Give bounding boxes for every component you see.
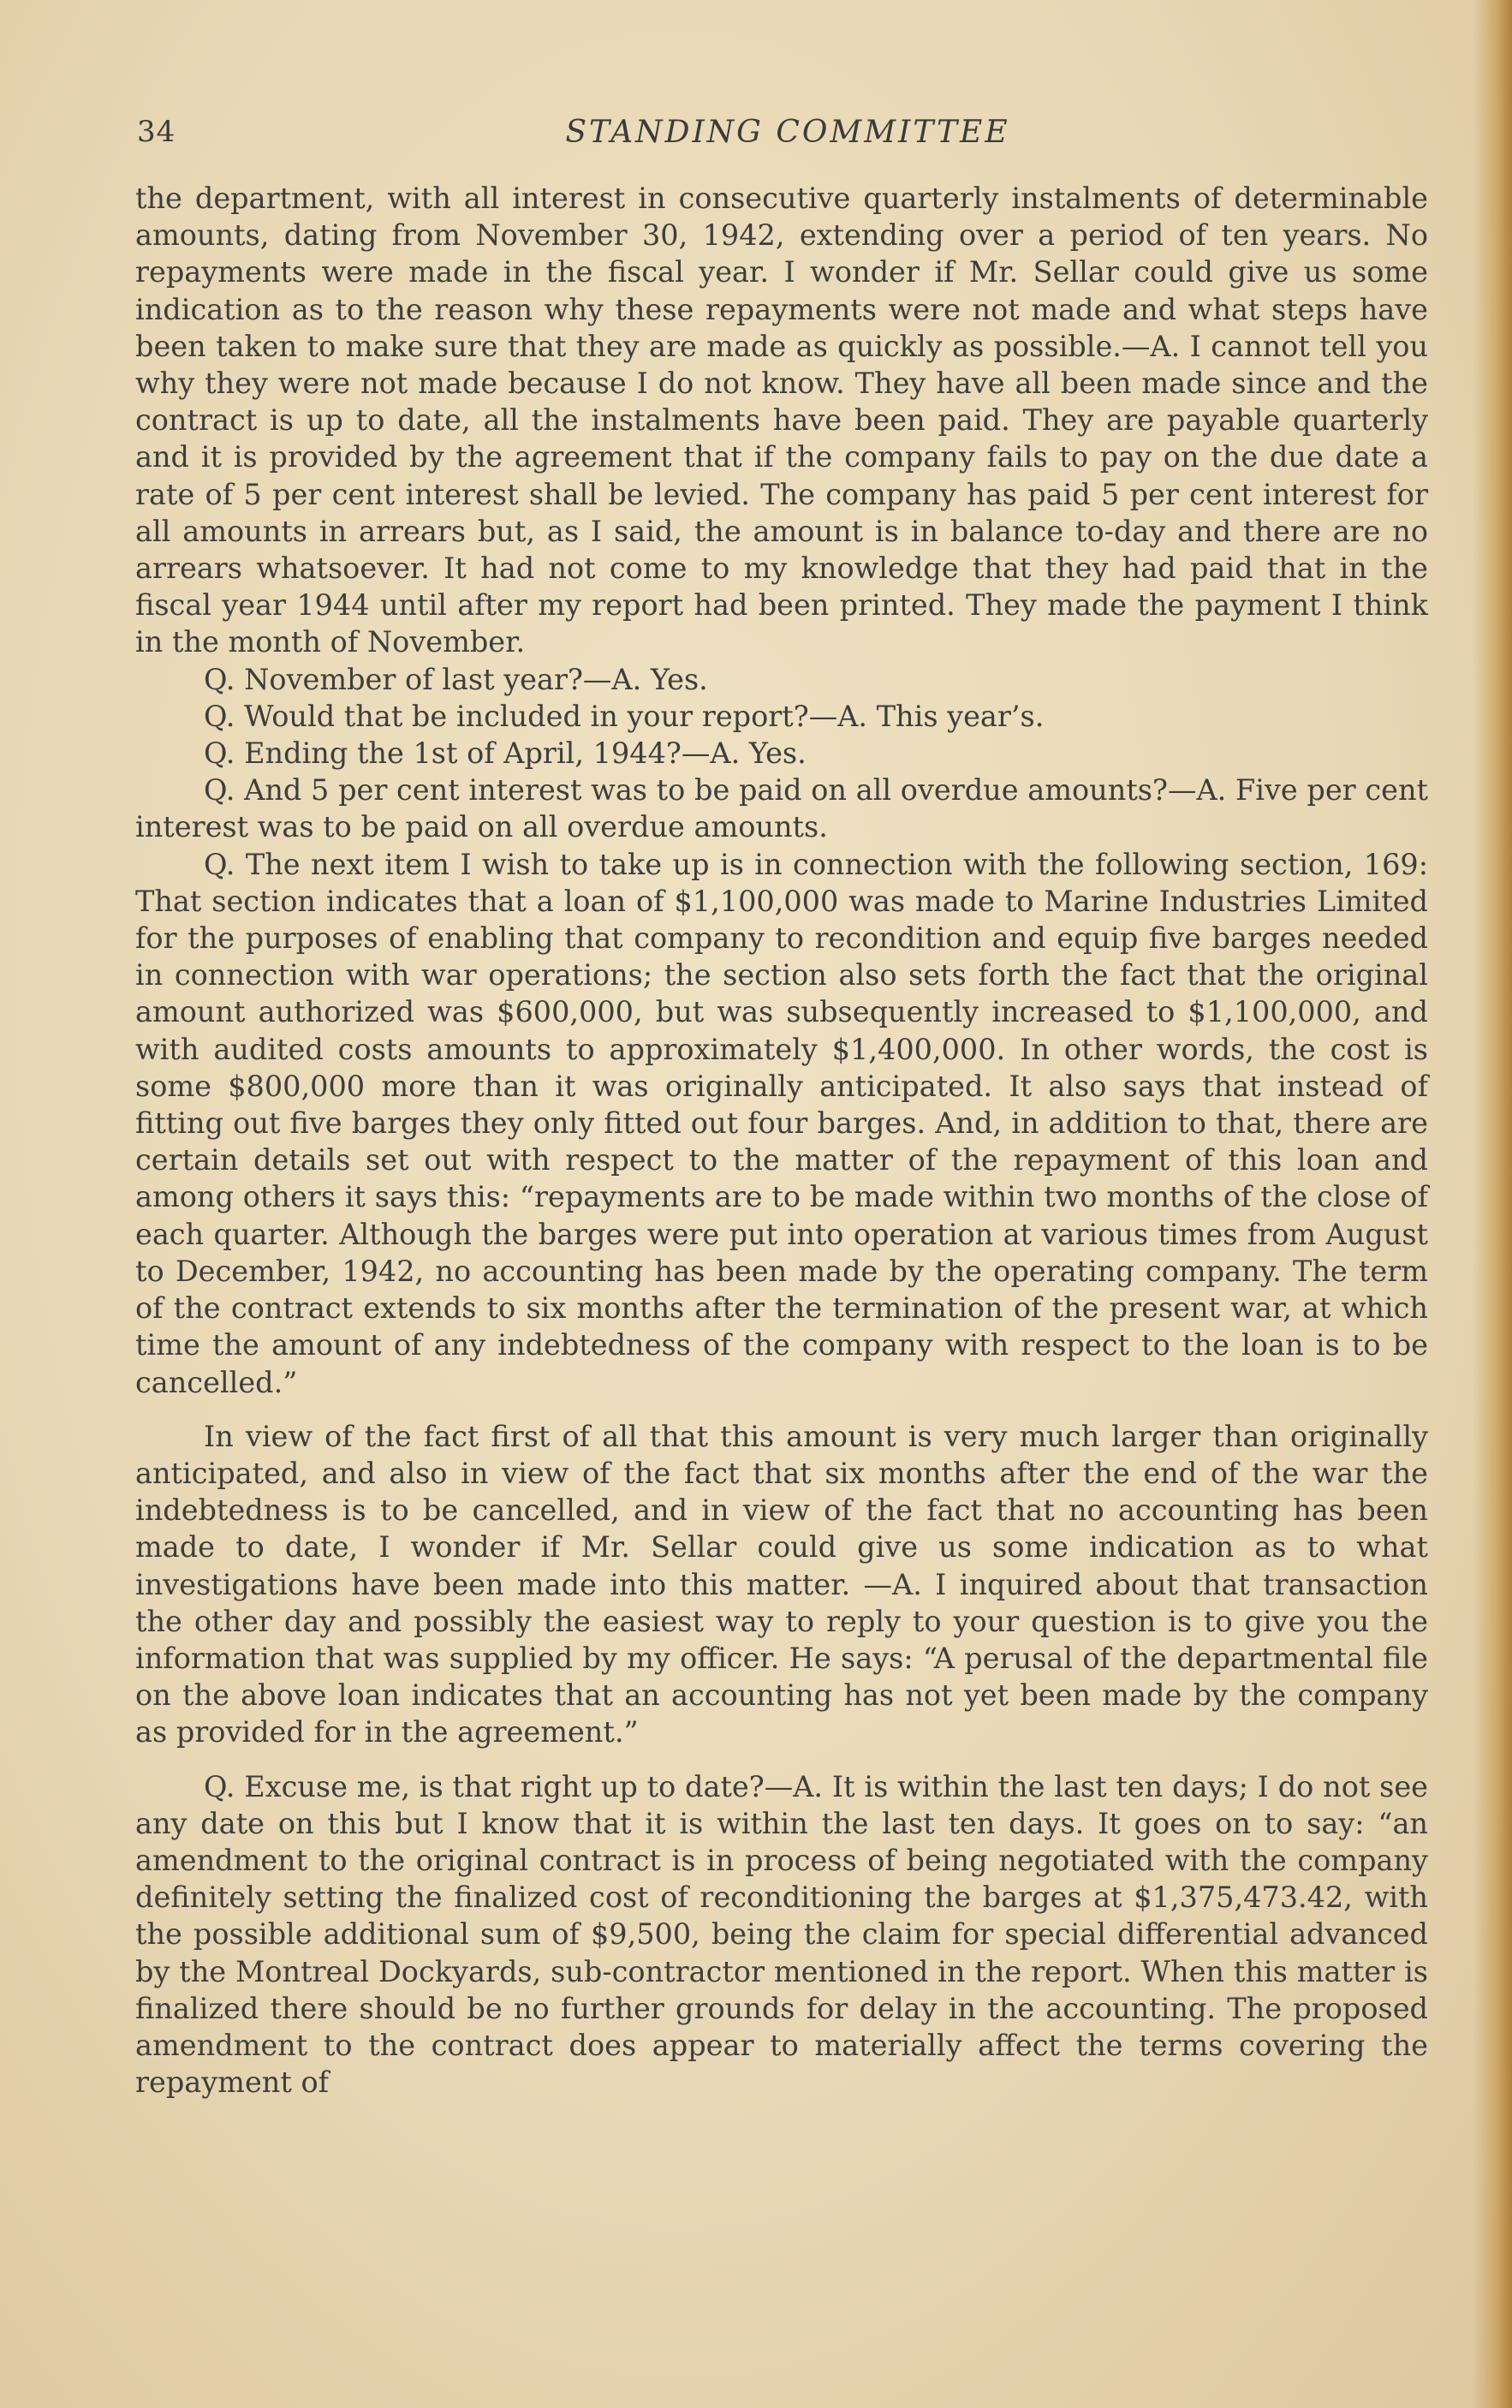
paragraph-question: Q. Ending the 1st of April, 1944?—A. Yes. [204,736,807,771]
body-text [135,180,1428,2101]
paragraph-question: Q. And 5 per cent interest was to be paid on all overdue amounts?—A. Five per cent interest was to be paid on all overdue amounts. [135,773,1428,844]
paragraph-question: Q. November of last year?—A. Yes. [204,662,708,696]
page-number: 34 [137,115,176,149]
paragraph: In view of the fact first of all that this amount is very much larger than originally anticipated, and also in view of the fact that six months after the end of the war the indebtedness is to be cancelled, and in view of the fact that no accounting has been made to date, I wonder if Mr. Sellar could give us some indication as to what investigations have been made into this matter. —A. I inquired about that transaction the other day and possibly the easiest way to reply to your question is to give you the information that was supplied by my officer. He says: “A perusal of the departmental file on the above loan indicates that an accounting has not yet been made by the company as provided for in the agreement.” [135,1419,1428,1749]
page-edge-shadow [1473,0,1512,2408]
running-head: STANDING COMMITTEE [565,115,1010,150]
paragraph-question: Q. Would that be included in your report?—A. This year’s. [204,699,1045,733]
paragraph-question: Q. Excuse me, is that right up to date?—A. It is within the last ten days; I do not see any date on this but I know that it is within the last ten days. It goes on to say: “an amendment to the original contract is in process of being negotiated with the company definitely setting the finalized cost of reconditioning the barges at $1,375,473.42, with the possible additional sum of $9,500, being the claim for special differential advanced by the Montreal Dockyards, sub-contractor mentioned in the report. When this matter is finalized there should be no further grounds for delay in the accounting. The proposed amendment to the contract does appear to materially affect the terms covering the repayment of [135,1769,1428,2100]
paragraph-continued: the department, with all interest in consecutive quarterly instalments of determinable amounts, dating from November 30, 1942, extending over a period of ten years. No repayments were made in the fiscal year. I wonder if Mr. Sellar could give us some indication as to the reason why these repayments were not made and what steps have been taken to make sure that they are made as quickly as possible.—A. I cannot tell you why they were not made because I do not know. They have all been made since and the contract is up to date, all the instalments have been paid. They are payable quarterly and it is provided by the agreement that if the company fails to pay on the due date a rate of 5 per cent interest shall be levied. The company has paid 5 per cent interest for all amounts in arrears but, as I said, the amount is in balance to-day and there are no arrears whatsoever. It had not come to my knowledge that they had paid that in the fiscal year 1944 until after my report had been printed. They made the payment I think in the month of November. [135,182,1428,659]
page-header [137,110,1438,161]
paragraph-question: Q. The next item I wish to take up is in connection with the following section, 169: That section indicates that a loan of $1,100,000 was made to Marine Industries Limited for the purposes of enabling that company to recondition and equip five barges needed in connection with war operations; the section also sets forth the fact that the original amount authorized was $600,000, but was subsequently increased to $1,100,000, and with audited costs amounts to approximately $1,400,000. In other words, the cost is some $800,000 more than it was originally anticipated. It also says that instead of fitting out five barges they only fitted out four barges. And, in addition to that, there are certain details set out with respect to the matter of the repayment of this loan and among others it says this: “repayments are to be made within two months of the close of each quarter. Although the barges were put into operation at various times from August to December, 1942, no accounting has been made by the operating company. The term of the contract extends to six months after the termination of the present war, at which time the amount of any indebtedness of the company with respect to the loan is to be cancelled.” [135,847,1428,1399]
